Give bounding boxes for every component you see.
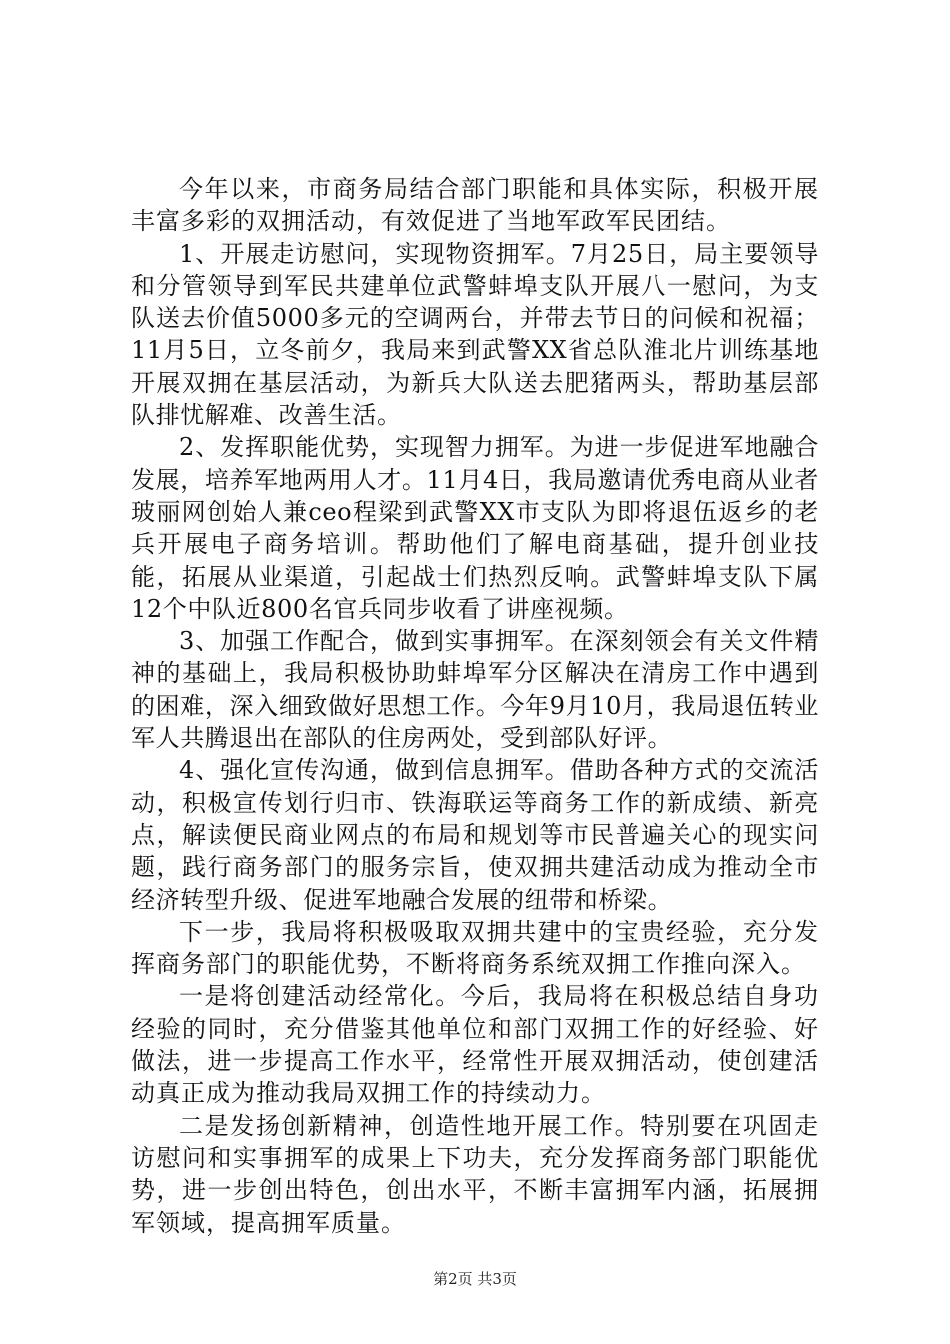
item-1-paragraph: 1、开展走访慰问，实现物资拥军。7月25日，局主要领导和分管领导到军民共建单位武警蚌埠支队开展八一慰问，为支队送去价值5000多元的空调两台，并带去节日的问候和祝福；11月5日，立冬前夕，我局来到武警XX省总队淮北片训练基地开展双拥在基层活动，为新兵大队送去肥猪两头，帮助基层部队排忧解难、改善生活。 <box>131 239 819 430</box>
measure-2-paragraph: 二是发扬创新精神，创造性地开展工作。特别要在巩固走访慰问和实事拥军的成果上下功夫，充分发挥商务部门职能优势，进一步创出特色，创出水平，不断丰富拥军内涵，拓展拥军领域，提高拥军质量。 <box>131 1111 819 1237</box>
item-3-paragraph: 3、加强工作配合，做到实事拥军。在深刻领会有关文件精神的基础上，我局积极协助蚌埠军分区解决在清房工作中遇到的困难，深入细致做好思想工作。今年9月10月，我局退伍转业军人共腾退出在部队的住房两处，受到部队好评。 <box>131 627 819 753</box>
next-step-paragraph: 下一步，我局将积极吸取双拥共建中的宝贵经验，充分发挥商务部门的职能优势，不断将商务系统双拥工作推向深入。 <box>131 917 819 979</box>
measure-1-paragraph: 一是将创建活动经常化。今后，我局将在积极总结自身功经验的同时，充分借鉴其他单位和部门双拥工作的好经验、好做法，进一步提高工作水平，经常性开展双拥活动，使创建活动真正成为推动我局双拥工作的持续动力。 <box>131 982 819 1108</box>
item-4-paragraph: 4、强化宣传沟通，做到信息拥军。借助各种方式的交流活动，积极宣传划行归市、铁海联运等商务工作的新成绩、新亮点，解读便民商业网点的布局和规划等市民普遍关心的现实问题，践行商务部门的服务宗旨，使双拥共建活动成为推动全市经济转型升级、促进军地融合发展的纽带和桥梁。 <box>131 756 819 914</box>
item-2-paragraph: 2、发挥职能优势，实现智力拥军。为进一步促进军地融合发展，培养军地两用人才。11月4日，我局邀请优秀电商从业者玻丽网创始人兼ceo程梁到武警XX市支队为即将退伍返乡的老兵开展电子商务培训。帮助他们了解电商基础，提升创业技能，拓展从业渠道，引起战士们热烈反响。武警蚌埠支队下属12个中队近800名官兵同步收看了讲座视频。 <box>131 433 819 623</box>
document-body <box>131 173 819 1239</box>
page-number-footer: 第2页 共3页 <box>433 1270 517 1288</box>
intro-paragraph: 今年以来，市商务局结合部门职能和具体实际，积极开展丰富多彩的双拥活动，有效促进了当地军政军民团结。 <box>131 175 819 236</box>
